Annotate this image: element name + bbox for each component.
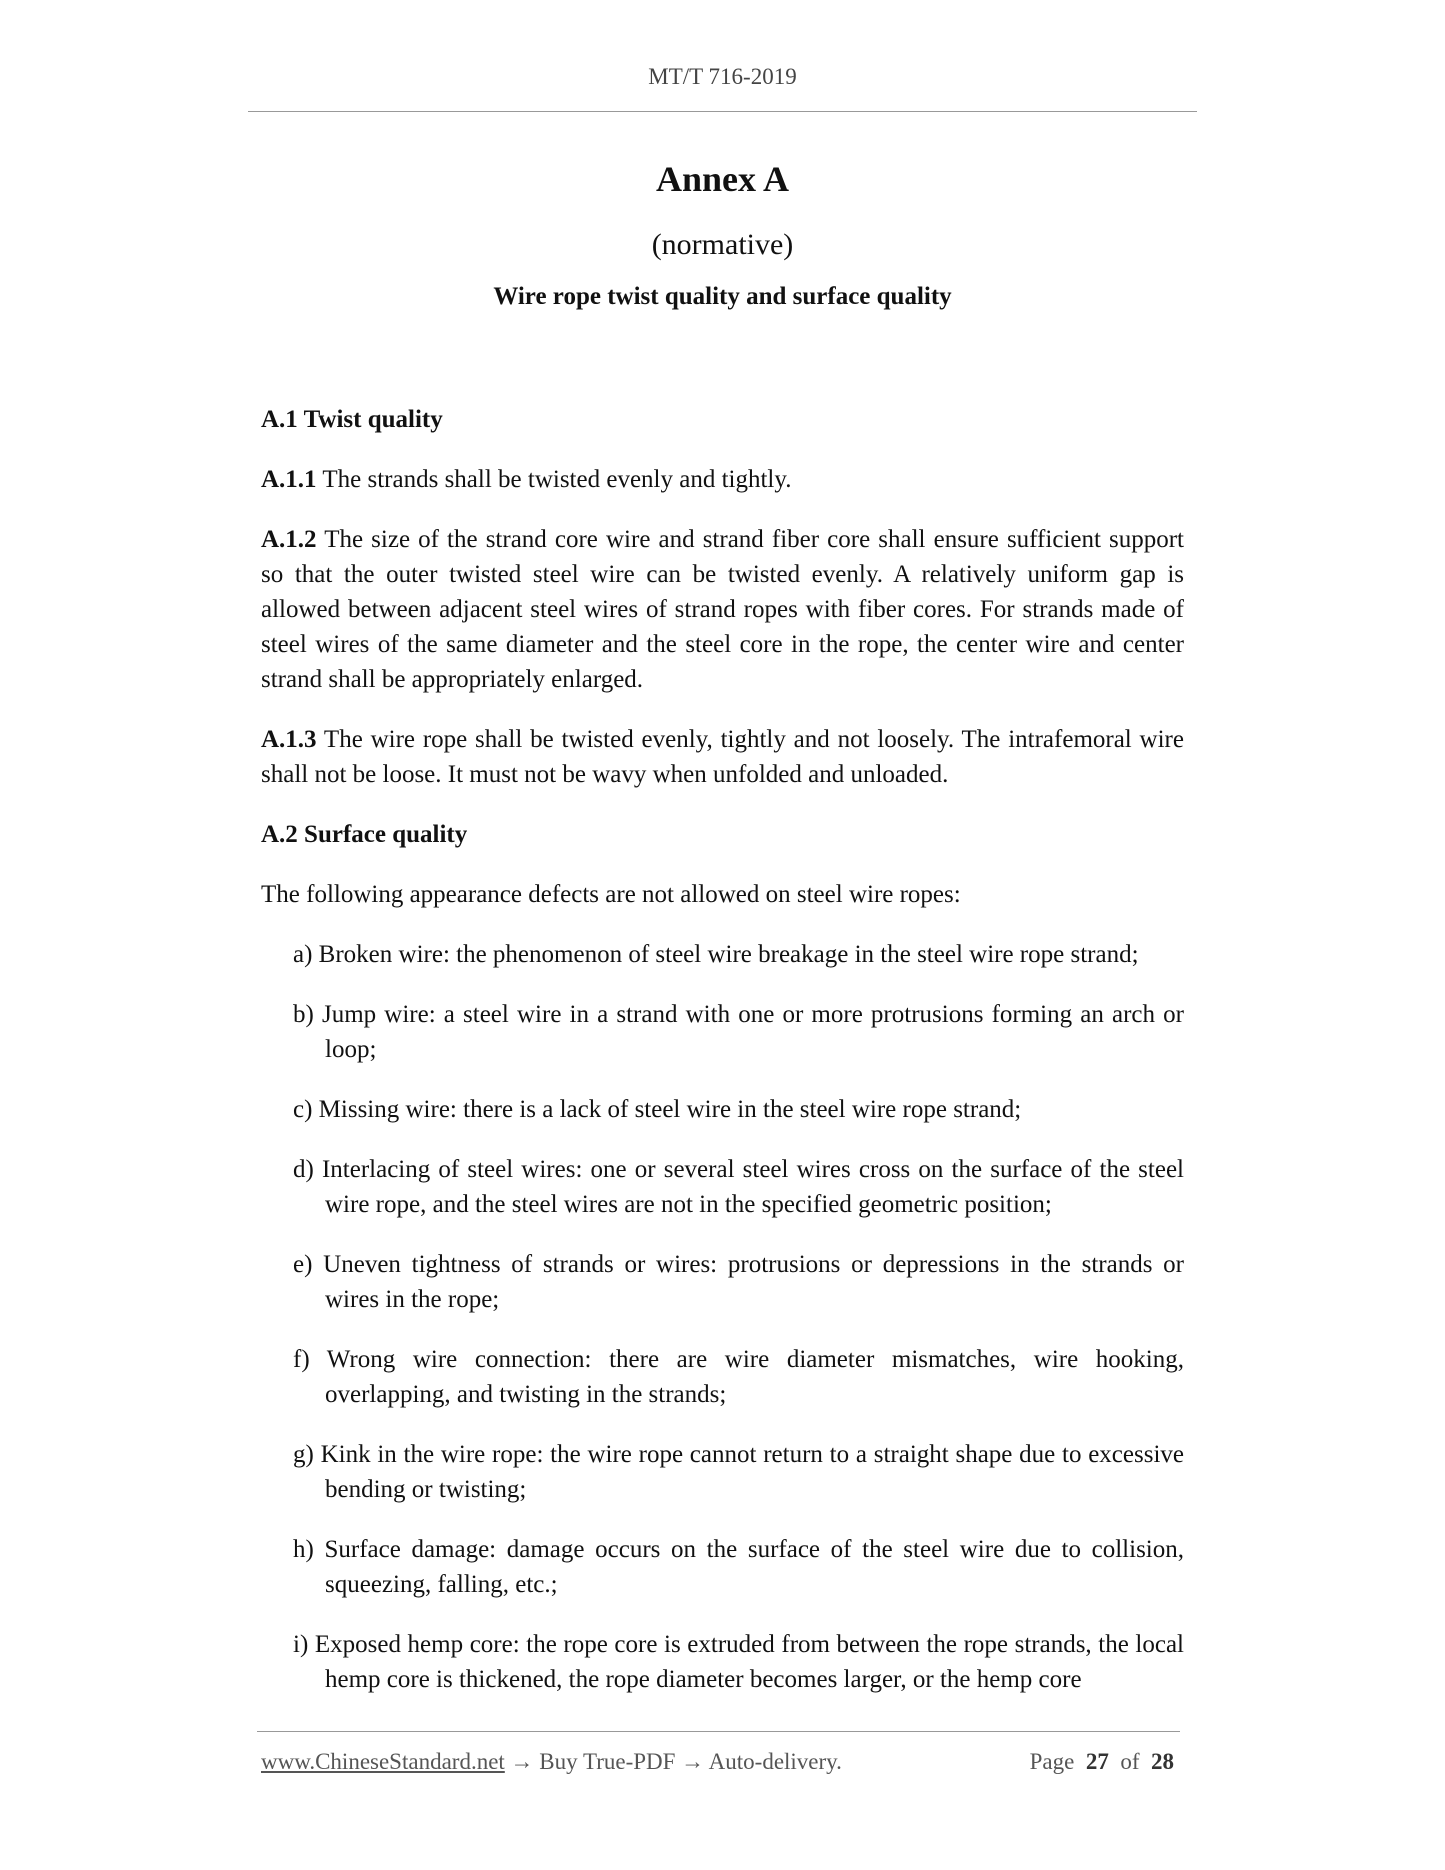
paragraph-a1-3 <box>261 722 1184 792</box>
list-item: a) Broken wire: the phenomenon of steel wire breakage in the steel wire rope strand; <box>293 941 1139 968</box>
list-item: i) Exposed hemp core: the rope core is extruded from between the rope strands, the local hemp core is thickened, the rope diameter becomes larger, or the hemp core <box>293 1631 1184 1693</box>
annex-heading: Wire rope twist quality and surface quality <box>493 283 952 310</box>
annex-title: Annex A <box>655 159 790 199</box>
header-divider <box>248 111 1197 112</box>
footer-promo <box>261 1749 842 1775</box>
section-title-a1: A.1 Twist quality <box>261 406 443 433</box>
annex-type: (normative) <box>651 228 794 261</box>
total-pages: 28 <box>1151 1749 1174 1774</box>
list-item: b) Jump wire: a steel wire in a strand with one or more protrusions forming an arch or loop; <box>293 1001 1184 1063</box>
clause-text: The strands shall be twisted evenly and tightly. <box>322 466 792 493</box>
page-label: Page <box>1029 1749 1075 1774</box>
footer-promo-text: → Buy True-PDF → Auto-delivery. <box>504 1749 842 1774</box>
clause-text: The size of the strand core wire and strand fiber core shall ensure sufficient support so that the outer twisted steel wire can be twisted evenly. A relatively uniform gap is allowed between adjacent steel wires of strand ropes with fiber cores. For strands made of steel wires of the same diameter and the steel core in the rope, the center wire and center strand shall be appropriately enlarged. <box>261 526 1184 693</box>
document-code: MT/T 716-2019 <box>648 64 797 89</box>
paragraph-a1-1 <box>261 462 1184 497</box>
clause-number: A.1.2 <box>261 526 317 553</box>
clause-number: A.1.1 <box>261 466 317 493</box>
list-item: e) Uneven tightness of strands or wires: protrusions or depressions in the strands or wires in the rope; <box>293 1251 1184 1313</box>
list-item: h) Surface damage: damage occurs on the surface of the steel wire due to collision, squeezing, falling, etc.; <box>293 1536 1184 1598</box>
document-body <box>261 402 1184 1722</box>
footer-divider <box>257 1731 1180 1732</box>
clause-number: A.1.3 <box>261 726 317 753</box>
paragraph-a2-intro: The following appearance defects are not allowed on steel wire ropes: <box>261 881 961 908</box>
page-number <box>1030 1749 1174 1775</box>
list-item: c) Missing wire: there is a lack of steel wire in the steel wire rope strand; <box>293 1096 1022 1123</box>
section-title-a2: A.2 Surface quality <box>261 821 468 848</box>
website-link[interactable]: www.ChineseStandard.net <box>261 1749 505 1774</box>
list-item: d) Interlacing of steel wires: one or several steel wires cross on the surface of the steel wire rope, and the steel wires are not in the specified geometric position; <box>293 1156 1184 1218</box>
list-item: g) Kink in the wire rope: the wire rope cannot return to a straight shape due to excessive bending or twisting; <box>293 1441 1184 1503</box>
current-page: 27 <box>1085 1749 1109 1774</box>
list-item: f) Wrong wire connection: there are wire diameter mismatches, wire hooking, overlapping, and twisting in the strands; <box>293 1346 1184 1408</box>
defect-list <box>261 937 1184 1697</box>
paragraph-a1-2 <box>261 522 1184 697</box>
of-label: of <box>1120 1749 1140 1774</box>
clause-text: The wire rope shall be twisted evenly, tightly and not loosely. The intrafemoral wire shall not be loose. It must not be wavy when unfolded and unloaded. <box>261 726 1184 788</box>
